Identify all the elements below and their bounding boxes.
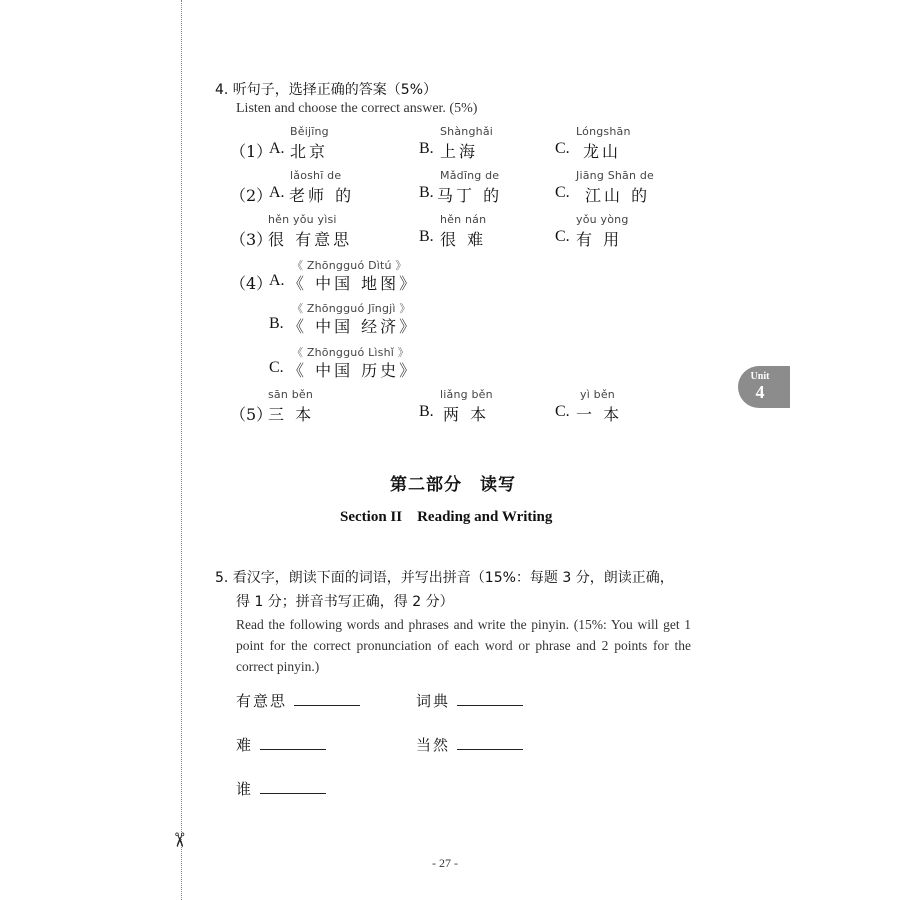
- word-item: [236, 734, 326, 755]
- pinyin: Běijīng: [290, 125, 329, 138]
- option-hanzi: 马丁 的: [437, 186, 503, 205]
- section-title-cn: 第二部分 读写: [390, 475, 516, 495]
- pinyin: Jiāng Shān de: [576, 169, 655, 182]
- pinyin: yǒu yòng: [576, 213, 629, 226]
- option-letter: C.: [555, 403, 570, 420]
- option-hanzi: 江山 的: [585, 186, 651, 205]
- word-item: [416, 734, 523, 755]
- option-hanzi: 老师 的: [289, 186, 355, 205]
- answer-blank[interactable]: [457, 735, 523, 750]
- item-number: （4）: [230, 274, 273, 293]
- answer-blank[interactable]: [294, 691, 360, 706]
- unit-number: 4: [755, 382, 765, 402]
- unit-tab: [738, 366, 790, 408]
- pinyin: sān běn: [268, 388, 314, 401]
- word-item: [416, 690, 523, 711]
- question-5-title-line1: 5. 看汉字，朗读下面的词语，并写出拼音（15%：每题 3 分，朗读正确，: [215, 570, 674, 586]
- page-number: - 27 -: [432, 856, 458, 870]
- option-hanzi: 北京: [290, 142, 329, 161]
- word-text: 难: [236, 736, 254, 754]
- scissors-icon: ✂: [167, 831, 192, 849]
- question-5-title-line2: 得 1 分；拼音书写正确，得 2 分）: [236, 594, 454, 610]
- option-hanzi: 有 用: [576, 230, 623, 249]
- answer-blank[interactable]: [260, 735, 326, 750]
- answer-blank[interactable]: [457, 691, 523, 706]
- pinyin: Mǎdīng de: [440, 169, 500, 182]
- option-hanzi: 很 有意思: [268, 230, 353, 249]
- question-5-instruction: Read the following words and phrases and write the pinyin. (15%: You will get 1 point for the correct pronunciation of each word or phrase and 2 points for the correct pinyin.): [236, 617, 691, 674]
- option-letter: C.: [555, 228, 570, 245]
- option-hanzi: 三 本: [268, 405, 315, 424]
- option-hanzi: 《 中国 历史》: [288, 361, 419, 380]
- option-letter: B.: [269, 315, 284, 332]
- question-4-title: 4. 听句子，选择正确的答案（5%）: [215, 82, 438, 98]
- item-number: （1）: [230, 142, 273, 161]
- section-title-en: Section II Reading and Writing: [340, 509, 553, 525]
- option-letter: B.: [419, 140, 434, 157]
- pinyin: lǎoshī de: [290, 169, 342, 182]
- word-text: 词典: [416, 692, 451, 710]
- word-text: 谁: [236, 780, 254, 798]
- word-text: 当然: [416, 736, 451, 754]
- option-hanzi: 《 中国 地图》: [288, 274, 419, 293]
- option-hanzi: 龙山: [583, 142, 622, 161]
- option-letter: A.: [269, 140, 285, 157]
- option-hanzi: 两 本: [443, 405, 490, 424]
- pinyin: 《 Zhōngguó Lìshǐ 》: [292, 346, 409, 359]
- option-hanzi: 上海: [440, 142, 479, 161]
- option-letter: C.: [555, 184, 570, 201]
- pinyin: hěn nán: [440, 213, 487, 226]
- answer-blank[interactable]: [260, 779, 326, 794]
- question-4-instruction: Listen and choose the correct answer. (5%): [236, 101, 478, 116]
- option-letter: A.: [269, 272, 285, 289]
- cut-line: [181, 0, 182, 900]
- option-letter: C.: [555, 140, 570, 157]
- option-letter: A.: [269, 184, 285, 201]
- option-letter: B.: [419, 184, 434, 201]
- pinyin: liǎng běn: [440, 388, 493, 401]
- option-letter: B.: [419, 228, 434, 245]
- option-hanzi: 很 难: [440, 230, 487, 249]
- word-text: 有意思: [236, 692, 288, 710]
- pinyin: yì běn: [580, 388, 615, 401]
- option-letter: C.: [269, 359, 284, 376]
- pinyin: Lóngshān: [576, 125, 631, 138]
- option-letter: B.: [419, 403, 434, 420]
- word-item: [236, 690, 360, 711]
- option-hanzi: 一 本: [576, 405, 623, 424]
- pinyin: 《 Zhōngguó Jīngjì 》: [292, 302, 411, 315]
- item-number: （5）: [230, 405, 273, 424]
- word-item: [236, 778, 326, 799]
- pinyin: Shànghǎi: [440, 125, 494, 138]
- item-number: （3）: [230, 230, 273, 249]
- option-hanzi: 《 中国 经济》: [288, 317, 419, 336]
- pinyin: 《 Zhōngguó Dìtú 》: [292, 259, 407, 272]
- unit-label: Unit: [750, 371, 770, 382]
- item-number: （2）: [230, 186, 273, 205]
- pinyin: hěn yǒu yìsi: [268, 213, 337, 226]
